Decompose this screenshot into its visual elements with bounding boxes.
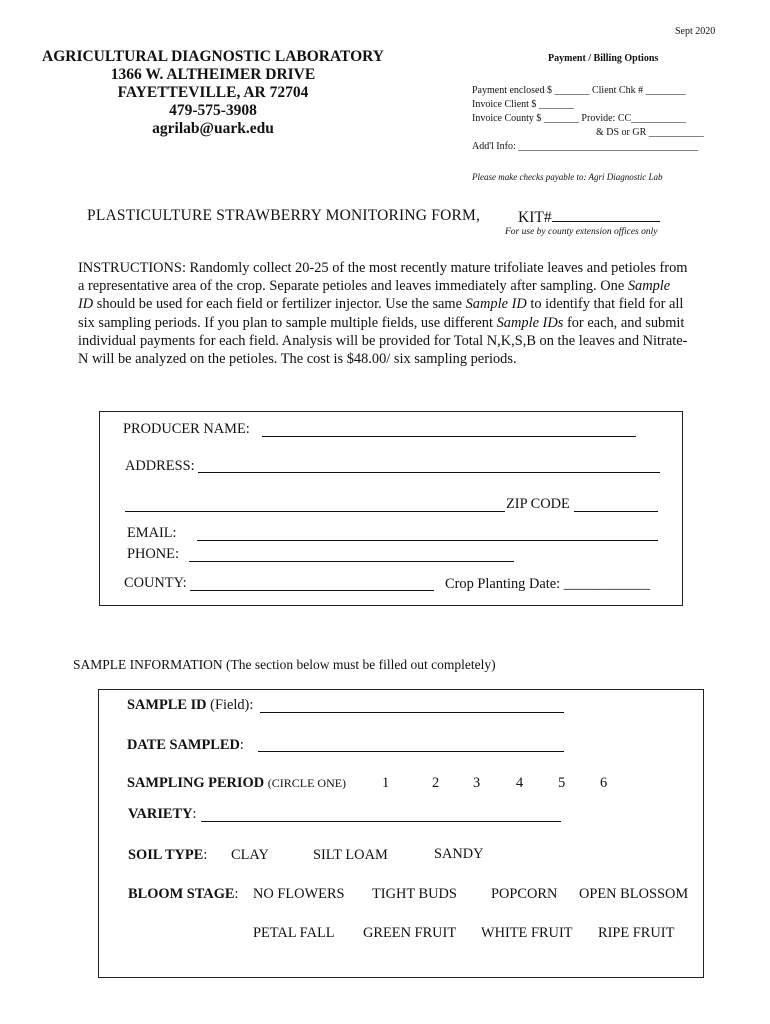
variety-suffix: : (192, 806, 197, 822)
address-label: ADDRESS: (125, 458, 195, 474)
bloom-stage-ripe-fruit[interactable]: RIPE FRUIT (598, 925, 675, 941)
email-label: EMAIL: (127, 525, 177, 541)
email-field[interactable] (197, 540, 658, 541)
sampling-period-label-text: SAMPLING PERIOD (127, 775, 265, 791)
bloom-stage-popcorn[interactable]: POPCORN (491, 886, 558, 902)
billing-options (472, 52, 704, 184)
lab-city: FAYETTEVILLE, AR 72704 (117, 84, 309, 101)
bloom-stage-tight-buds[interactable]: TIGHT BUDS (372, 886, 457, 902)
billing-title: Payment / Billing Options (548, 53, 659, 64)
billing-addl-info: Add'l Info: ____________________________________ (472, 141, 699, 152)
sample-info-heading: SAMPLE INFORMATION (The section below must be filled out completely) (73, 657, 496, 672)
sampling-period-option-1[interactable]: 1 (382, 775, 390, 791)
sample-id-field[interactable] (260, 712, 564, 713)
sampling-period-option-6[interactable]: 6 (600, 775, 608, 791)
lab-address-block (20, 48, 406, 138)
date-sampled-field[interactable] (258, 751, 564, 752)
soil-type-silt-loam[interactable]: SILT LOAM (313, 847, 388, 863)
sampling-period-option-5[interactable]: 5 (558, 775, 566, 791)
bloom-stage-label (128, 886, 238, 903)
kit-input-line[interactable] (552, 207, 660, 222)
form-title: PLASTICULTURE STRAWBERRY MONITORING FORM, (87, 207, 481, 224)
zip-code-label: ZIP CODE (506, 496, 570, 512)
sampling-period-label (127, 775, 346, 792)
lab-email: agrilab@uark.edu (152, 120, 274, 137)
lab-phone: 479-575-3908 (169, 102, 257, 119)
county-field[interactable] (190, 590, 434, 591)
address-line1-field[interactable] (198, 472, 660, 473)
soil-type-label-bold: SOIL TYPE (128, 847, 204, 863)
lab-name: AGRICULTURAL DIAGNOSTIC LABORATORY (42, 48, 384, 65)
instructions-em2: Sample ID (465, 296, 527, 313)
variety-label-bold: VARIETY (128, 806, 193, 822)
bloom-stage-no-flowers[interactable]: NO FLOWERS (253, 886, 345, 902)
billing-payment-enclosed: Payment enclosed $ _______ Client Chk # ________ (472, 85, 686, 96)
crop-planting-date-field[interactable]: Crop Planting Date: ____________ (445, 576, 651, 592)
date-sampled-label (127, 737, 244, 754)
billing-invoice-county: Invoice County $ _______ Provide: CC___________ (472, 113, 687, 124)
sample-id-label-bold: SAMPLE ID (127, 697, 207, 713)
lab-street: 1366 W. ALTHEIMER DRIVE (110, 66, 316, 83)
county-label: COUNTY: (124, 575, 187, 591)
soil-type-suffix: : (203, 847, 208, 863)
soil-type-sandy[interactable]: SANDY (434, 846, 484, 862)
billing-note: Please make checks payable to: Agri Diagnostic Lab (472, 172, 663, 182)
soil-type-label (128, 847, 207, 864)
sampling-period-note: (CIRCLE ONE) (267, 776, 347, 790)
sampling-period-option-3[interactable]: 3 (473, 775, 481, 791)
instructions-part1: INSTRUCTIONS: Randomly collect 20-25 of the most recently mature trifoliate leaves and petioles from a representative area of the crop. Separate petioles and leaves immediately after sampling. One (78, 260, 688, 295)
zip-code-field[interactable] (574, 511, 658, 512)
instructions-part4: for each, and submit individual payments for each field. Analysis will be provided for Total N,K,S,B on the leaves and Nitrate-N will be analyzed on the petioles. The cost is $48.00/ six sampling periods. (78, 314, 688, 368)
instructions-part2: should be used for each field or fertilizer injector. Use the same (93, 296, 466, 313)
bloom-stage-green-fruit[interactable]: GREEN FRUIT (363, 925, 457, 941)
producer-name-label: PRODUCER NAME: (123, 421, 250, 437)
kit-label: KIT# (518, 209, 552, 226)
billing-invoice-client: Invoice Client $ _______ (472, 99, 574, 110)
address-line2-field[interactable] (125, 511, 505, 512)
bloom-stage-open-blossom[interactable]: OPEN BLOSSOM (579, 886, 689, 902)
instructions-em1: Sample ID (78, 278, 671, 313)
phone-field[interactable] (189, 561, 514, 562)
sample-id-suffix: (Field): (210, 697, 254, 713)
instructions-part3: to identify that field for all six sampling periods. If you plan to sample multiple fields, use different (78, 296, 684, 331)
bloom-stage-petal-fall[interactable]: PETAL FALL (253, 925, 335, 941)
sample-id-label (127, 697, 253, 714)
soil-type-clay[interactable]: CLAY (231, 847, 269, 863)
phone-label: PHONE: (127, 546, 179, 562)
county-use-note: For use by county extension offices only (505, 227, 658, 237)
variety-field[interactable] (201, 821, 561, 822)
sampling-period-option-4[interactable]: 4 (516, 775, 524, 791)
instructions-em3: Sample IDs (496, 314, 564, 331)
date-sampled-label-bold: DATE SAMPLED (127, 737, 240, 753)
form-date: Sept 2020 (675, 26, 716, 37)
instructions-text (78, 259, 688, 368)
variety-label (128, 806, 197, 823)
sampling-period-option-2[interactable]: 2 (432, 775, 440, 791)
bloom-stage-white-fruit[interactable]: WHITE FRUIT (481, 925, 573, 941)
producer-name-field[interactable] (262, 436, 636, 437)
date-sampled-suffix: : (239, 737, 244, 753)
kit-field[interactable] (518, 207, 660, 227)
bloom-stage-suffix: : (234, 886, 239, 902)
billing-ds-gr: & DS or GR ___________ (596, 127, 704, 138)
bloom-stage-label-bold: BLOOM STAGE (128, 886, 235, 902)
